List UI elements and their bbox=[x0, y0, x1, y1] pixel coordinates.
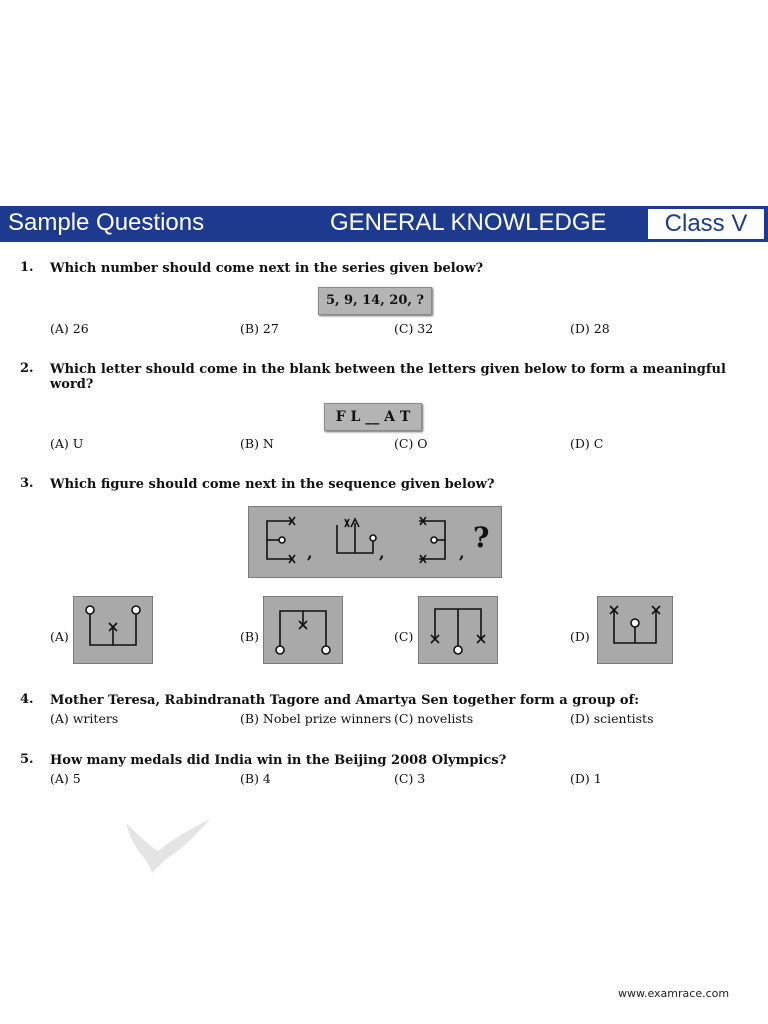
watermark-bird-icon bbox=[118, 815, 218, 875]
q4-option-d[interactable]: (D) scientists bbox=[570, 711, 654, 726]
seq-fig-2-arrow bbox=[351, 519, 359, 553]
q5-option-b[interactable]: (B) 4 bbox=[240, 771, 271, 786]
question-2-text-line2: word? bbox=[50, 377, 94, 392]
q4-option-c[interactable]: (C) novelists bbox=[394, 711, 474, 726]
header-banner bbox=[0, 206, 768, 242]
q1-option-b[interactable]: (B) 27 bbox=[240, 321, 279, 336]
q3-option-b-drawing bbox=[264, 597, 342, 663]
sample-questions-title: Sample Questions bbox=[8, 209, 205, 236]
question-1-number: 1. bbox=[20, 260, 34, 275]
question-1-text: Which number should come next in the series given below? bbox=[50, 261, 484, 276]
q3-option-d-figure[interactable] bbox=[597, 596, 673, 664]
q3-option-c-drawing bbox=[419, 597, 497, 663]
sequence-figures bbox=[249, 507, 501, 577]
question-3-text: Which figure should come next in the sequence given below? bbox=[50, 477, 495, 492]
opt-a-circle-right bbox=[132, 606, 140, 614]
q2-option-b[interactable]: (B) N bbox=[240, 436, 274, 451]
seq-comma-2: , bbox=[379, 543, 385, 562]
question-1-series-box: 5, 9, 14, 20, ? bbox=[318, 287, 432, 315]
question-2-number: 2. bbox=[20, 361, 34, 376]
seq-comma-3: , bbox=[459, 543, 465, 562]
q5-option-a[interactable]: (A) 5 bbox=[50, 771, 81, 786]
q3-option-b-label[interactable]: (B) bbox=[240, 629, 259, 644]
question-2-letters-box: F L __ A T bbox=[324, 403, 422, 431]
q1-option-c[interactable]: (C) 32 bbox=[394, 321, 434, 336]
q1-option-a[interactable]: (A) 26 bbox=[50, 321, 89, 336]
seq-fig-2-circle bbox=[370, 535, 376, 541]
question-4-text: Mother Teresa, Rabindranath Tagore and Amartya Sen together form a group of: bbox=[50, 693, 639, 708]
q1-option-d[interactable]: (D) 28 bbox=[570, 321, 610, 336]
sequence-figure-box bbox=[248, 506, 502, 578]
class-label: Class V bbox=[648, 209, 764, 239]
q3-option-c-figure[interactable] bbox=[418, 596, 498, 664]
q3-option-d-label[interactable]: (D) bbox=[570, 629, 590, 644]
opt-b-circle-left bbox=[276, 646, 284, 654]
seq-fig-3-circle bbox=[431, 537, 437, 543]
q2-option-c[interactable]: (C) O bbox=[394, 436, 428, 451]
q4-option-a[interactable]: (A) writers bbox=[50, 711, 119, 726]
footer-url[interactable]: www.examrace.com bbox=[618, 987, 730, 1000]
seq-fig-1-circle bbox=[279, 537, 285, 543]
q3-option-b-figure[interactable] bbox=[263, 596, 343, 664]
q2-option-a[interactable]: (A) U bbox=[50, 436, 84, 451]
q3-option-a-drawing bbox=[74, 597, 152, 663]
seq-question-mark: ? bbox=[473, 521, 490, 554]
question-2-text-line1: Which letter should come in the blank between the letters given below to form a meaningful bbox=[50, 362, 726, 377]
question-3-number: 3. bbox=[20, 476, 34, 491]
question-5-number: 5. bbox=[20, 752, 34, 767]
q4-option-b[interactable]: (B) Nobel prize winners bbox=[240, 711, 392, 726]
q2-option-d[interactable]: (D) C bbox=[570, 436, 604, 451]
opt-c-circle bbox=[454, 646, 462, 654]
opt-a-circle-left bbox=[86, 606, 94, 614]
opt-d-circle bbox=[631, 619, 639, 627]
subject-title: GENERAL KNOWLEDGE bbox=[330, 209, 607, 236]
opt-b-circle-right bbox=[322, 646, 330, 654]
question-4-number: 4. bbox=[20, 692, 34, 707]
q3-option-a-label[interactable]: (A) bbox=[50, 629, 69, 644]
q3-option-d-drawing bbox=[598, 597, 672, 663]
seq-fig-2-cross bbox=[345, 519, 349, 527]
question-5-text: How many medals did India win in the Beijing 2008 Olympics? bbox=[50, 753, 507, 768]
q3-option-a-figure[interactable] bbox=[73, 596, 153, 664]
q5-option-c[interactable]: (C) 3 bbox=[394, 771, 426, 786]
q3-option-c-label[interactable]: (C) bbox=[394, 629, 414, 644]
seq-comma-1: , bbox=[307, 543, 313, 562]
q5-option-d[interactable]: (D) 1 bbox=[570, 771, 602, 786]
